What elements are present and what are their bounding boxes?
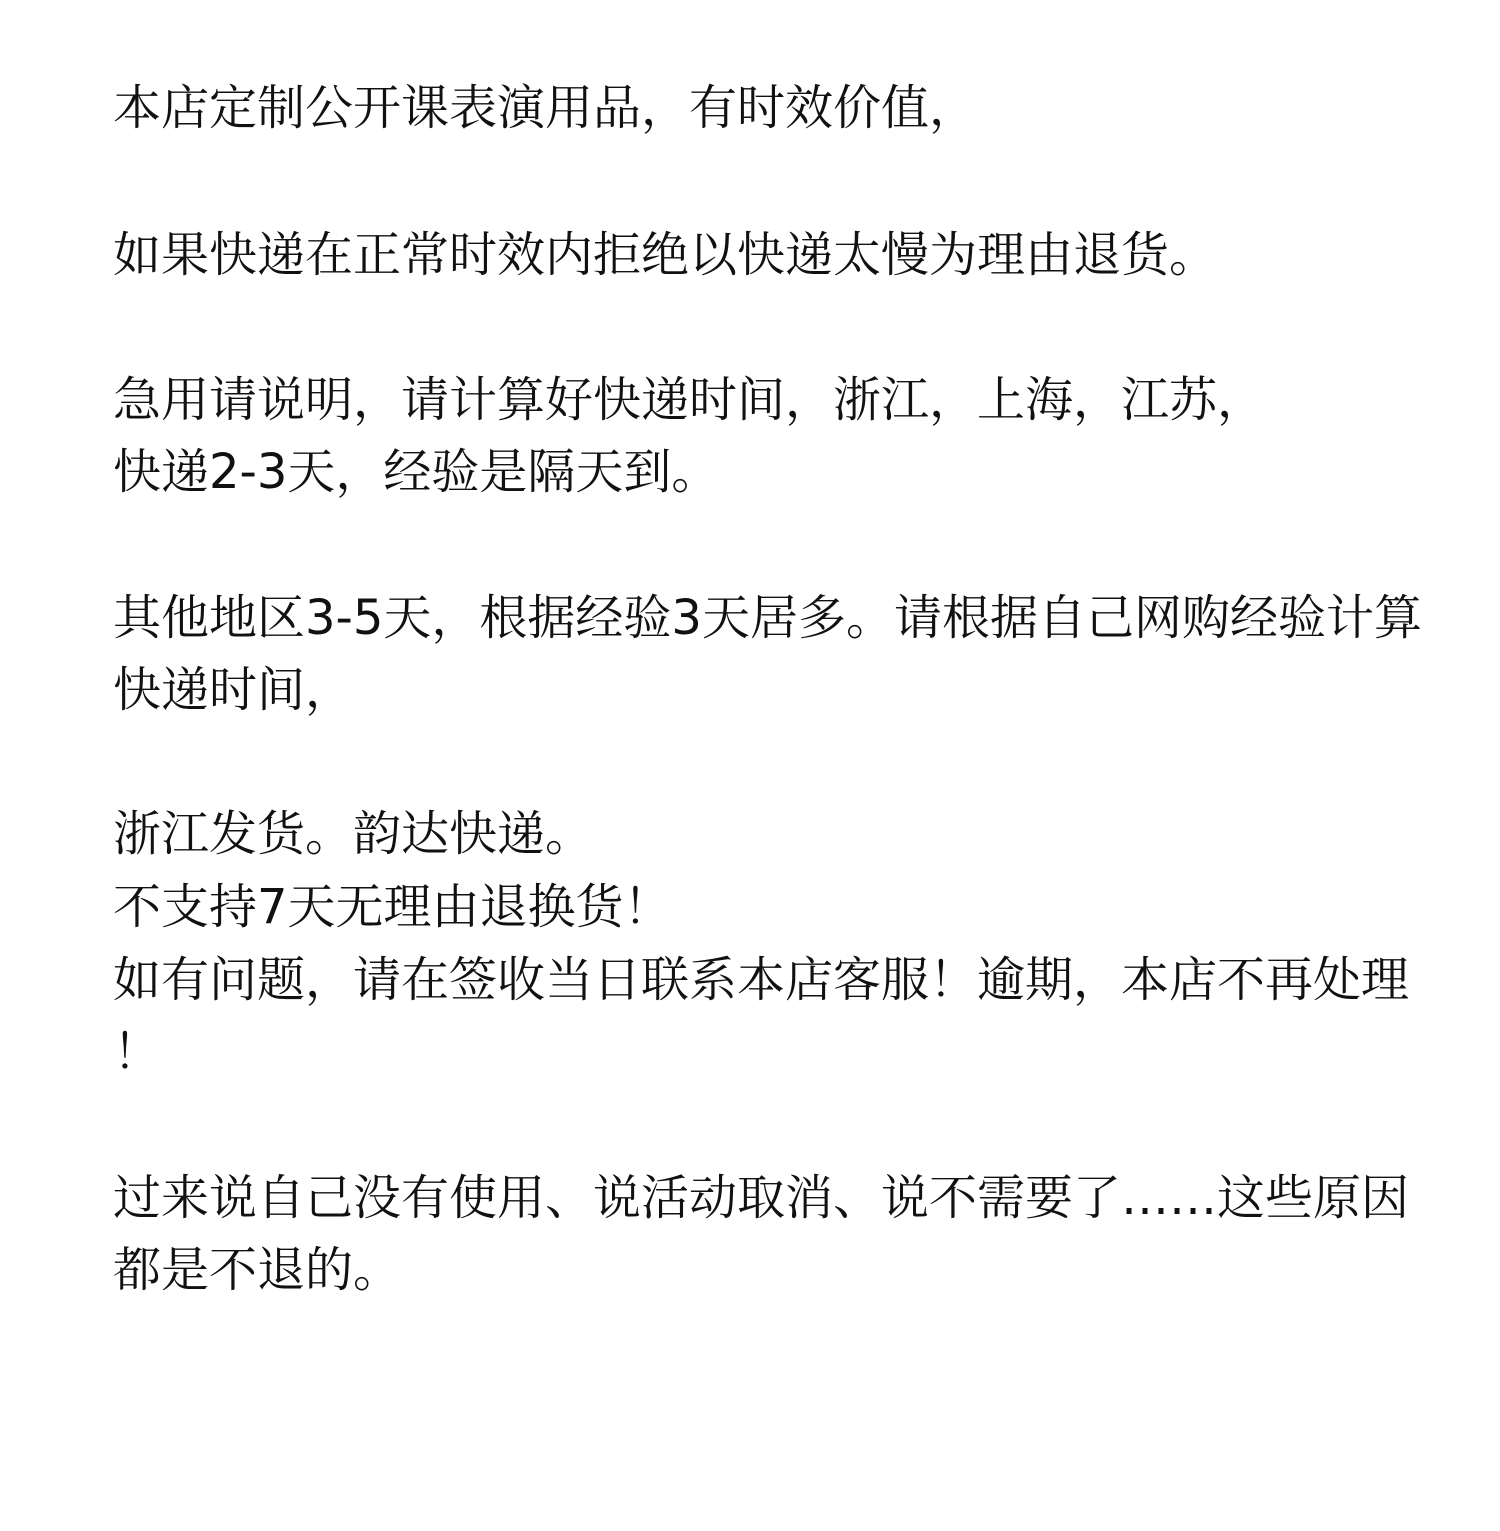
notice-line: 急用请说明，请计算好快递时间，浙江，上海，江苏， [113,372,1266,428]
notice-line: 不支持7天无理由退换货！ [113,879,672,935]
notice-line: 快递时间， [113,662,354,718]
notice-line: 快递2-3天，经验是隔天到。 [113,444,720,500]
notice-line: 其他地区3-5天，根据经验3天居多。请根据自己网购经验计算 [113,590,1422,646]
notice-line: 如有问题，请在签收当日联系本店客服！逾期，本店不再处理 [113,952,1410,1008]
notice-line: 本店定制公开课表演用品，有时效价值， [113,80,978,136]
notice-line: 浙江发货。韵达快递。 [113,806,594,862]
notice-line: ！ [113,1024,162,1080]
notice-line: 如果快递在正常时效内拒绝以快递太慢为理由退货。 [113,227,1218,283]
notice-line: 都是不退的。 [113,1242,402,1298]
notice-line: 过来说自己没有使用、说活动取消、说不需要了……这些原因 [113,1170,1410,1226]
